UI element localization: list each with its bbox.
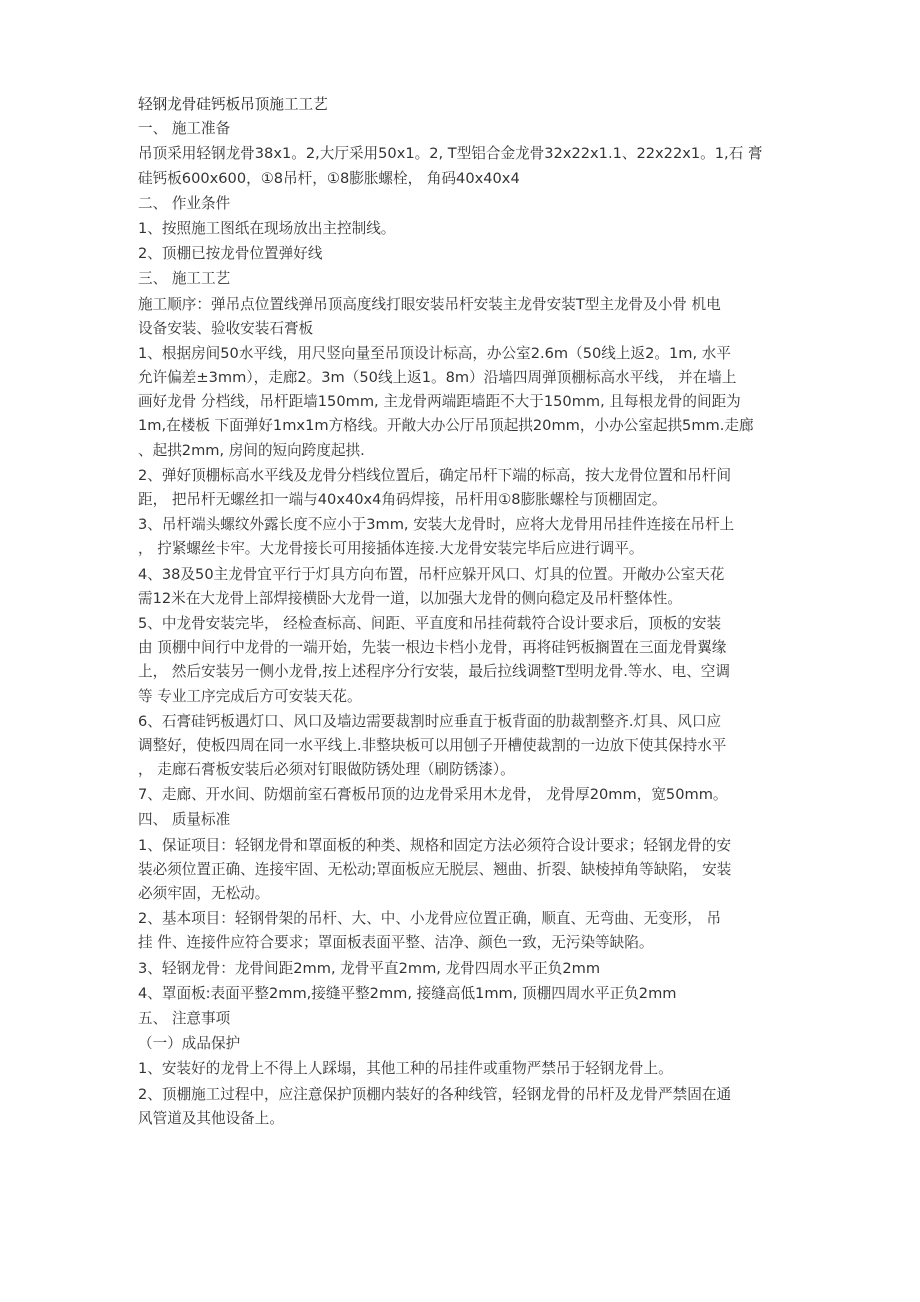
text-line: 允许偏差±3mm），走廊2。3m（50线上返1。8m）沿墙四周弹顶棚标高水平线， 并在墙上 <box>138 369 737 387</box>
text-line: 、起拱2mm, 房间的短向跨度起拱. <box>138 441 365 459</box>
paragraph <box>138 957 798 981</box>
text-line: 5、中龙骨安装完毕， 经检查标高、间距、平直度和吊挂荷载符合设计要求后，顶板的安装 <box>138 614 722 632</box>
paragraph <box>138 612 798 709</box>
text-line: 4、38及50主龙骨宜平行于灯具方向布置，吊杆应躲开风口、灯具的位置。开敞办公室天花 <box>138 565 725 583</box>
text-line: 距， 把吊杆无螺丝扣一端与40x40x4角码焊接，吊杆用①8膨胀螺栓与顶棚固定。 <box>138 491 667 508</box>
text-line: 施工顺序：弹吊点位置线弹吊顶高度线打眼安装吊杆安装主龙骨安装T型主龙骨及小骨 机电 <box>138 295 721 313</box>
document-body <box>138 117 798 1131</box>
text-line: 1、按照施工图纸在现场放出主控制线。 <box>138 219 396 237</box>
text-line: 6、石膏硅钙板遇灯口、风口及墙边需要裁割时应垂直于板背面的肋裁割整齐.灯具、风口应 <box>138 712 722 730</box>
text-line: 挂 件、连接件应符合要求；罩面板表面平整、洁净、颜色一致，无污染等缺陷。 <box>138 934 654 952</box>
text-line: ， 走廊石膏板安装后必须对钉眼做防锈处理（刷防锈漆）。 <box>138 761 515 779</box>
paragraph <box>138 342 798 463</box>
paragraph <box>138 907 798 955</box>
text-line: 三、 施工工艺 <box>138 270 231 288</box>
text-line: 1、保证项目：轻钢龙骨和罩面板的种类、规格和固定方法必须符合设计要求；轻钢龙骨的安 <box>138 836 732 854</box>
text-line: 装必须位置正确、连接牢固、无松动;罩面板应无脱层、翘曲、折裂、缺棱掉角等缺陷， 安装 <box>138 860 732 878</box>
text-line: 4、罩面板:表面平整2mm,接缝平整2mm, 接缝高低1mm, 顶棚四周水平正负2mm <box>138 984 677 1002</box>
text-line: 一、 施工准备 <box>138 120 231 138</box>
paragraph <box>138 192 798 216</box>
text-line: 硅钙板600x600，①8吊杆，①8膨胀螺栓， 角码40x40x4 <box>138 169 520 187</box>
paragraph <box>138 982 798 1006</box>
text-line: 风管道及其他设备上。 <box>138 1109 284 1127</box>
text-line: 二、 作业条件 <box>138 194 231 212</box>
text-line: 由 顶棚中间行中龙骨的一端开始，先装一根边卡档小龙骨，再将硅钙板搁置在三面龙骨翼缘 <box>138 639 727 657</box>
paragraph <box>138 267 798 291</box>
paragraph <box>138 142 798 190</box>
text-line: 吊顶采用轻钢龙骨38x1。2,大厅采用50x1。2, T型铝合金龙骨32x22x1.1、22x22x1。1,石 膏 <box>138 145 763 163</box>
text-line: ， 拧紧螺丝卡牢。大龙骨接长可用接插体连接.大龙骨安装完毕后应进行调平。 <box>138 540 644 558</box>
text-line: 2、顶棚施工过程中，应注意保护顶棚内装好的各种线管，轻钢龙骨的吊杆及龙骨严禁固在通 <box>138 1085 732 1103</box>
text-line: 四、 质量标准 <box>138 811 231 829</box>
text-line: 1m,在楼板 下面弹好1mx1m方格线。开敞大办公厅吊顶起拱20mm，小办公室起拱5mm.走廊 <box>138 417 754 435</box>
paragraph <box>138 1083 798 1131</box>
paragraph <box>138 242 798 266</box>
text-line: 五、 注意事项 <box>138 1009 231 1027</box>
text-line: 调整好，使板四周在同一水平线上.非整块板可以用刨子开槽使裁割的一边放下使其保持水平 <box>138 736 727 754</box>
text-line: 等 专业工序完成后方可安装天花。 <box>138 687 362 705</box>
paragraph <box>138 217 798 241</box>
text-line: 2、顶棚已按龙骨位置弹好线 <box>138 245 323 263</box>
text-line: 设备安装、验收安装石膏板 <box>138 319 314 337</box>
paragraph <box>138 563 798 611</box>
text-line: 必须牢固，无松动。 <box>138 885 270 902</box>
text-line: 画好龙骨 分档线，吊杆距墙150mm, 主龙骨两端距墙距不大于150mm, 且每根龙骨的间距为 <box>138 393 741 411</box>
text-line: 2、弹好顶棚标高水平线及龙骨分档线位置后，确定吊杆下端的标高，按大龙骨位置和吊杆间 <box>138 466 732 484</box>
text-line: 3、吊杆端头螺纹外露长度不应小于3mm, 安装大龙骨时，应将大龙骨用吊挂件连接在吊杆上 <box>138 516 735 534</box>
document-title: 轻钢龙骨硅钙板吊顶施工工艺 <box>138 96 328 113</box>
text-line: 2、基本项目：轻钢骨架的吊杆、大、中、小龙骨应位置正确，顺直、无弯曲、无变形， 吊 <box>138 910 722 928</box>
document-page <box>138 93 798 1132</box>
paragraph <box>138 1007 798 1031</box>
paragraph <box>138 808 798 832</box>
paragraph <box>138 464 798 512</box>
text-line: 1、安装好的龙骨上不得上人踩塌，其他工种的吊挂件或重物严禁吊于轻钢龙骨上。 <box>138 1060 673 1078</box>
paragraph <box>138 1032 798 1056</box>
paragraph <box>138 117 798 141</box>
text-line: 3、轻钢龙骨：龙骨间距2mm, 龙骨平直2mm, 龙骨四周水平正负2mm <box>138 959 601 977</box>
text-line: 需12米在大龙骨上部焊接横卧大龙骨一道，以加强大龙骨的侧向稳定及吊杆整体性。 <box>138 589 682 607</box>
paragraph <box>138 783 798 807</box>
paragraph <box>138 513 798 561</box>
text-line: 上， 然后安装另一侧小龙骨,按上述程序分行安装，最后拉线调整T型明龙骨.等水、电、空调 <box>138 663 730 681</box>
paragraph <box>138 293 798 341</box>
paragraph <box>138 710 798 783</box>
text-line: 7、走廊、开水间、防烟前室石膏板吊顶的边龙骨采用木龙骨， 龙骨厚20mm，宽50mm。 <box>138 786 728 804</box>
text-line: 1、根据房间50水平线，用尺竖向量至吊顶设计标高，办公室2.6m（50线上返2。1m, 水平 <box>138 344 731 362</box>
paragraph <box>138 1057 798 1081</box>
paragraph <box>138 834 798 907</box>
text-line: （一）成品保护 <box>138 1035 241 1053</box>
